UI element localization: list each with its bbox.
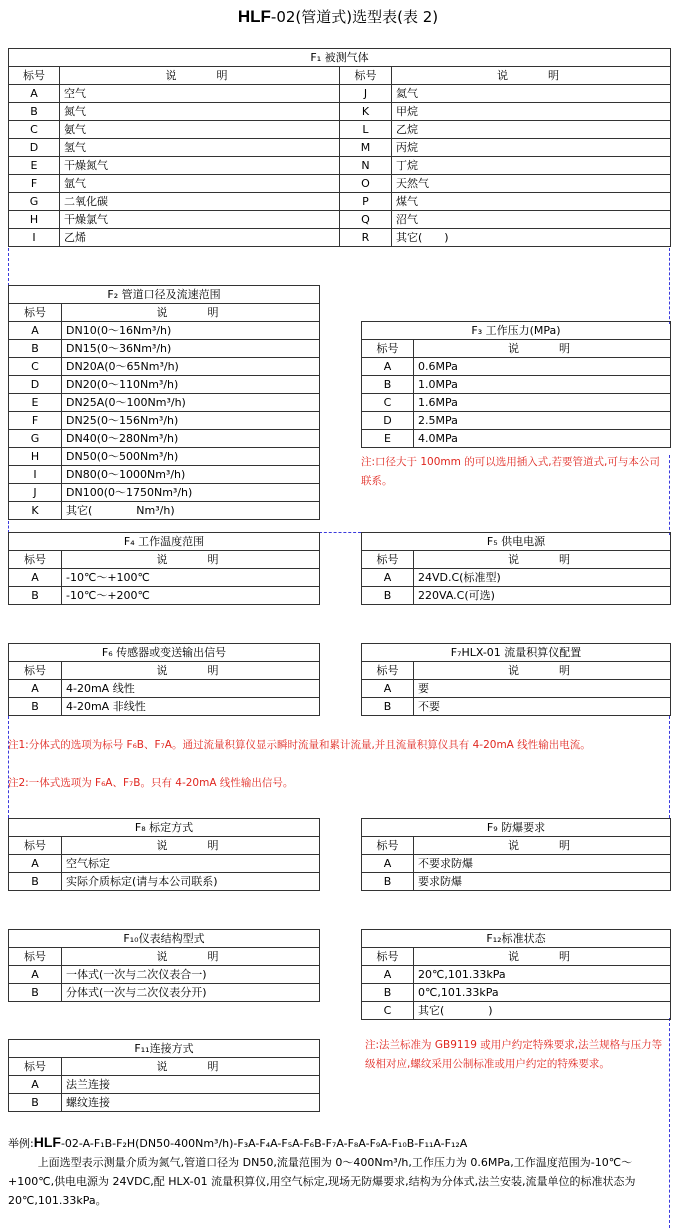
code-cell: A — [362, 855, 414, 873]
desc-cell: 天然气 — [392, 175, 671, 193]
desc-cell: 其它( ) — [414, 1002, 671, 1020]
table-row — [9, 569, 320, 587]
table-row — [362, 587, 671, 605]
table-row — [9, 229, 671, 247]
desc-cell: 二氧化碳 — [60, 193, 340, 211]
code-cell: C — [362, 394, 414, 412]
desc-cell: 氢气 — [60, 139, 340, 157]
table-f12-standard: F₁₂标准状态 标号 说 明 A 20℃,101.33kPa B 0℃,101.33kPa C 其它( ) — [361, 929, 671, 1020]
code-cell: B — [9, 340, 62, 358]
dashed-line-right — [669, 716, 670, 818]
desc-cell: DN40(0～280Nm³/h) — [62, 430, 320, 448]
table-row — [362, 376, 671, 394]
desc-cell: 4-20mA 线性 — [62, 680, 320, 698]
dashed-line-right — [669, 248, 670, 324]
table-row — [9, 193, 671, 211]
desc-cell: 甲烷 — [392, 103, 671, 121]
note-f12: 注:法兰标准为 GB9119 或用户约定特殊要求,法兰规格与压力等级相对应,螺纹采用公制标准或用户约定的特殊要求。 — [365, 1039, 663, 1070]
code-cell: E — [9, 394, 62, 412]
table-row — [9, 587, 320, 605]
code-cell: C — [362, 1002, 414, 1020]
desc-cell: 氮气 — [60, 103, 340, 121]
page-title: HLF-02(管道式)选型表(表 2) — [237, 7, 439, 26]
table-row — [9, 448, 320, 466]
desc-cell: 要 — [414, 680, 671, 698]
desc-cell: DN15(0～36Nm³/h) — [62, 340, 320, 358]
table-row — [9, 1076, 320, 1094]
desc-cell: DN50(0～500Nm³/h) — [62, 448, 320, 466]
dashed-line-left — [8, 716, 9, 818]
table-row — [362, 698, 671, 716]
note-2: 注2:一体式选项为 F₆A、F₇B。只有 4-20mA 线性输出信号。 — [8, 777, 294, 789]
code-cell: H — [9, 448, 62, 466]
table-row — [362, 984, 671, 1002]
table-f9-explosion: F₉ 防爆要求 标号 说 明 A 不要求防爆 B 要求防爆 — [361, 818, 671, 891]
desc-cell: 丙烷 — [392, 139, 671, 157]
table-row — [9, 340, 320, 358]
table-f11-connection: F₁₁连接方式 标号 说 明 A 法兰连接 B 螺纹连接 — [8, 1039, 320, 1112]
table-f3-pressure: F₃ 工作压力(MPa) 标号 说 明 A 0.6MPa B 1.0MPa C 1.6MPa D 2.5MPa E 4.0MPa — [361, 321, 671, 448]
table-f6-signal: F₆ 传感器或变送输出信号 标号 说 明 A 4-20mA 线性 B 4-20mA 非线性 — [8, 643, 320, 716]
desc-cell: 干燥氮气 — [60, 157, 340, 175]
code-cell: B — [9, 587, 62, 605]
table-title: F₁ 被测气体 — [9, 49, 671, 67]
code-cell: E — [362, 430, 414, 448]
code-cell: A — [9, 680, 62, 698]
desc-cell: 其它( Nm³/h) — [62, 502, 320, 520]
desc-cell: 0.6MPa — [414, 358, 671, 376]
desc-cell: 24VD.C(标准型) — [414, 569, 671, 587]
table-row — [9, 502, 320, 520]
code-cell: I — [9, 229, 60, 247]
table-row — [362, 855, 671, 873]
code-cell: B — [9, 1094, 62, 1112]
code-cell: O — [340, 175, 392, 193]
table-row — [362, 680, 671, 698]
desc-cell: 干燥氯气 — [60, 211, 340, 229]
desc-cell: DN100(0～1750Nm³/h) — [62, 484, 320, 502]
code-cell: M — [340, 139, 392, 157]
desc-cell: 不要求防爆 — [414, 855, 671, 873]
code-cell: D — [362, 412, 414, 430]
example-text: 上面选型表示测量介质为氮气,管道口径为 DN50,流量范围为 0～400Nm³/h,工作压力为 0.6MPa,工作温度范围为-10℃～+100℃,供电电源为 24VDC,配 HLX-01 流量积算仪,用空气标定,现场无防爆要求,结构为分体式,法兰安装,流量单位的标准状态为 20℃,101.33kPa。 — [8, 1156, 636, 1207]
dashed-line-left — [8, 248, 9, 286]
table-row — [9, 698, 320, 716]
code-cell: G — [9, 193, 60, 211]
table-row — [9, 984, 320, 1002]
desc-cell: 4.0MPa — [414, 430, 671, 448]
table-row — [9, 139, 671, 157]
desc-cell: DN20(0～110Nm³/h) — [62, 376, 320, 394]
table-row — [9, 103, 671, 121]
desc-cell: 法兰连接 — [62, 1076, 320, 1094]
code-cell: A — [362, 358, 414, 376]
table-row — [362, 412, 671, 430]
code-cell: F — [9, 412, 62, 430]
code-cell: K — [9, 502, 62, 520]
desc-cell: DN25A(0～100Nm³/h) — [62, 394, 320, 412]
code-cell: C — [9, 358, 62, 376]
code-cell: A — [9, 855, 62, 873]
table-row — [9, 966, 320, 984]
desc-cell: DN10(0～16Nm³/h) — [62, 322, 320, 340]
desc-cell: 1.6MPa — [414, 394, 671, 412]
code-cell: Q — [340, 211, 392, 229]
code-cell: E — [9, 157, 60, 175]
desc-cell: 2.5MPa — [414, 412, 671, 430]
note-f3: 注:口径大于 100mm 的可以选用插入式,若要管道式,可与本公司联系。 — [361, 456, 660, 487]
table-row — [9, 430, 320, 448]
table-f8-calibration: F₈ 标定方式 标号 说 明 A 空气标定 B 实际介质标定(请与本公司联系) — [8, 818, 320, 891]
table-f2-pipe: F₂ 管道口径及流速范围 标号 说 明 A DN10(0～16Nm³/h) B DN15(0～36Nm³/h) C DN20A(0～65Nm³/h) D DN20(0～110Nm³/h) E DN25A(0～100Nm³/h) F DN25(0～156Nm³/h) G DN40(0～280Nm³/h) H DN50(0～500Nm³/h) I DN80(0～1000Nm³/h) J DN100(0～1750Nm³/h) K 其它( Nm³/h) — [8, 285, 320, 520]
desc-cell: -10℃～+200℃ — [62, 587, 320, 605]
note-1: 注1:分体式的选项为标号 F₆B、F₇A。通过流量积算仪显示瞬时流量和累计流量,并且流量积算仪具有 4-20mA 线性输出电流。 — [8, 739, 591, 751]
desc-cell: 20℃,101.33kPa — [414, 966, 671, 984]
code-cell: B — [362, 587, 414, 605]
desc-cell: 丁烷 — [392, 157, 671, 175]
table-row — [9, 1094, 320, 1112]
code-cell: A — [362, 966, 414, 984]
example-code: 举例:HLF-02-A-F₁B-F₂H(DN50-400Nm³/h)-F₃A-F₄A-F₅A-F₆B-F₇A-F₈A-F₉A-F₁₀B-F₁₁A-F₁₂A — [8, 1134, 468, 1150]
desc-cell: 空气标定 — [62, 855, 320, 873]
table-row — [9, 873, 320, 891]
code-cell: B — [9, 984, 62, 1002]
code-cell: B — [362, 376, 414, 394]
code-cell: B — [9, 103, 60, 121]
table-f4-temp: F₄ 工作温度范围 标号 说 明 A -10℃～+100℃ B -10℃～+200℃ — [8, 532, 320, 605]
table-f7-totalizer: F₇HLX-01 流量积算仪配置 标号 说 明 A 要 B 不要 — [361, 643, 671, 716]
table-row — [9, 484, 320, 502]
desc-cell: 氩气 — [60, 175, 340, 193]
code-cell: I — [9, 466, 62, 484]
code-cell: K — [340, 103, 392, 121]
table-row — [9, 376, 320, 394]
table-f1-gas: F₁ 被测气体 标号 说 明 标号 说 明 A 空气 J 氦气 B 氮气 K 甲烷 C 氨气 L 乙烷 D 氢气 M 丙烷 E 干燥氮气 N 丁烷 F 氩气 O 天然气 G 二氧化碳 P 煤气 H 干燥氯气 Q 沼气 I 乙烯 R 其它( ) — [8, 48, 671, 247]
table-row — [362, 1002, 671, 1020]
code-cell: A — [9, 1076, 62, 1094]
desc-cell: 分体式(一次与二次仪表分开) — [62, 984, 320, 1002]
table-f10-structure: F₁₀仪表结构型式 标号 说 明 A 一体式(一次与二次仪表合一) B 分体式(一次与二次仪表分开) — [8, 929, 320, 1002]
code-cell: A — [9, 85, 60, 103]
code-cell: B — [362, 698, 414, 716]
code-cell: G — [9, 430, 62, 448]
table-row — [9, 466, 320, 484]
desc-cell: 1.0MPa — [414, 376, 671, 394]
dashed-line-h — [319, 532, 361, 533]
desc-cell: 其它( ) — [392, 229, 671, 247]
code-cell: B — [362, 873, 414, 891]
desc-cell: 4-20mA 非线性 — [62, 698, 320, 716]
code-cell: D — [9, 139, 60, 157]
table-row — [9, 855, 320, 873]
desc-cell: DN25(0～156Nm³/h) — [62, 412, 320, 430]
code-cell: B — [9, 873, 62, 891]
code-cell: C — [9, 121, 60, 139]
desc-cell: 要求防爆 — [414, 873, 671, 891]
table-row — [362, 430, 671, 448]
desc-cell: DN80(0～1000Nm³/h) — [62, 466, 320, 484]
desc-cell: 氨气 — [60, 121, 340, 139]
desc-cell: -10℃～+100℃ — [62, 569, 320, 587]
desc-cell: 氦气 — [392, 85, 671, 103]
code-cell: L — [340, 121, 392, 139]
code-cell: F — [9, 175, 60, 193]
table-row — [9, 211, 671, 229]
example-section — [8, 1133, 670, 1210]
code-cell: A — [9, 569, 62, 587]
table-row — [9, 394, 320, 412]
desc-cell: 沼气 — [392, 211, 671, 229]
desc-cell: 220VA.C(可选) — [414, 587, 671, 605]
code-cell: J — [9, 484, 62, 502]
desc-cell: 不要 — [414, 698, 671, 716]
code-cell: A — [362, 569, 414, 587]
table-row — [9, 85, 671, 103]
code-cell: A — [9, 966, 62, 984]
desc-cell: 空气 — [60, 85, 340, 103]
code-cell: P — [340, 193, 392, 211]
desc-cell: 螺纹连接 — [62, 1094, 320, 1112]
table-row — [9, 121, 671, 139]
desc-cell: 煤气 — [392, 193, 671, 211]
table-row — [9, 175, 671, 193]
code-cell: N — [340, 157, 392, 175]
desc-cell: 一体式(一次与二次仪表合一) — [62, 966, 320, 984]
table-row — [9, 322, 320, 340]
table-row — [362, 358, 671, 376]
code-cell: H — [9, 211, 60, 229]
desc-cell: 实际介质标定(请与本公司联系) — [62, 873, 320, 891]
table-row — [362, 394, 671, 412]
code-cell: B — [9, 698, 62, 716]
table-row — [9, 680, 320, 698]
code-cell: D — [9, 376, 62, 394]
table-row — [9, 412, 320, 430]
code-cell: R — [340, 229, 392, 247]
desc-cell: 乙烯 — [60, 229, 340, 247]
desc-cell: DN20A(0～65Nm³/h) — [62, 358, 320, 376]
desc-cell: 乙烷 — [392, 121, 671, 139]
code-cell: A — [362, 680, 414, 698]
code-cell: J — [340, 85, 392, 103]
code-cell: B — [362, 984, 414, 1002]
desc-cell: 0℃,101.33kPa — [414, 984, 671, 1002]
table-row — [9, 358, 320, 376]
table-row — [9, 157, 671, 175]
table-row — [362, 569, 671, 587]
code-cell: A — [9, 322, 62, 340]
table-f5-power: F₅ 供电电源 标号 说 明 A 24VD.C(标准型) B 220VA.C(可选) — [361, 532, 671, 605]
table-row — [362, 966, 671, 984]
table-row — [362, 873, 671, 891]
